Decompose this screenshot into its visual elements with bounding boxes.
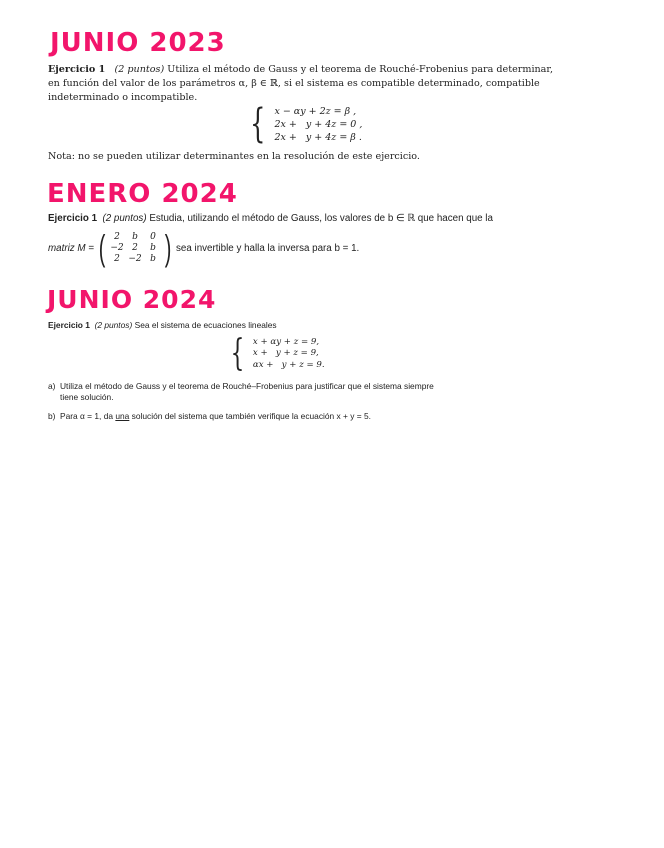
header-junio-2024: JUNIO 2024	[47, 285, 217, 314]
exercise-statement	[48, 318, 568, 332]
header-junio-2023: JUNIO 2023	[50, 28, 226, 58]
matrix-cell: 2	[114, 231, 120, 242]
part-a	[48, 381, 568, 403]
part-a-line-2: tiene solución.	[60, 392, 114, 402]
statement-line-2: en función del valor de los parámetros α, β ∈ ℝ, si el sistema es compatible determinado, compatible	[48, 78, 540, 89]
equation-3: αx + y + z = 9.	[252, 359, 325, 370]
matrix-prefix: matriz M =	[48, 242, 94, 254]
statement-line-1: Utiliza el método de Gauss y el teorema de Rouché-Frobenius para determinar,	[167, 64, 553, 75]
exercise-points: (2 puntos)	[102, 213, 147, 224]
matrix-cell: 2	[114, 253, 120, 264]
part-b-label: b)	[48, 411, 56, 421]
exercise-title: Ejercicio 1	[48, 320, 90, 330]
exercise-junio-2023	[48, 63, 560, 105]
exercise-statement	[48, 212, 568, 226]
equation-system-1	[245, 101, 363, 147]
exercise-junio-2024	[48, 318, 568, 332]
equation-system-2	[226, 333, 325, 374]
matrix-left-paren: (	[98, 227, 106, 268]
system-brace: {	[230, 333, 245, 374]
matrix-cell: 2	[132, 242, 138, 253]
matrix-m	[96, 227, 174, 268]
exercise-title: Ejercicio 1	[48, 213, 98, 224]
system-brace: {	[250, 101, 266, 147]
statement-line-2: sea invertible y halla la inversa para b = 1.	[176, 242, 360, 254]
exercise-note: Nota: no se pueden utilizar determinantes en la resolución de este ejercicio.	[48, 151, 420, 162]
matrix-right-paren: )	[164, 227, 172, 268]
part-a-line-1: Utiliza el método de Gauss y el teorema de Rouché–Frobenius para justificar que el sistema siempre	[60, 381, 434, 391]
equation-2: 2x + y + 4z = 0 ,	[274, 118, 363, 130]
part-b-text-post: solución del sistema que también verifique la ecuación x + y = 5.	[129, 411, 371, 421]
equation-3: 2x + y + 4z = β .	[274, 131, 362, 143]
matrix-cell: b	[150, 253, 156, 264]
matrix-cell: −2	[110, 242, 124, 253]
matrix-line	[48, 227, 360, 268]
equation-2: x + y + z = 9,	[252, 348, 319, 359]
matrix-cell: −2	[128, 253, 142, 264]
equation-1: x + αy + z = 9,	[252, 336, 320, 347]
exercise-points: (2 puntos)	[94, 320, 133, 330]
part-b-text-pre: Para α = 1, da	[60, 411, 116, 421]
part-a-label: a)	[48, 381, 56, 391]
matrix-cell: b	[132, 231, 138, 242]
part-b	[48, 411, 568, 422]
statement-line-1: Sea el sistema de ecuaciones lineales	[134, 320, 277, 330]
part-b-underlined: una	[115, 411, 130, 421]
exercise-statement	[48, 63, 560, 77]
equation-1: x − αy + 2z = β ,	[274, 105, 357, 117]
header-enero-2024: ENERO 2024	[47, 179, 238, 209]
matrix-cell: b	[150, 242, 156, 253]
matrix-grid	[108, 232, 162, 265]
matrix-cell: 0	[150, 231, 156, 242]
exercise-title: Ejercicio 1	[48, 64, 106, 75]
statement-line-1: Estudia, utilizando el método de Gauss, los valores de b ∈ ℝ que hacen que la	[149, 213, 493, 224]
exercise-enero-2024	[48, 212, 568, 226]
exercise-points: (2 puntos)	[114, 64, 165, 75]
statement-line-3: indeterminado o incompatible.	[48, 92, 198, 103]
